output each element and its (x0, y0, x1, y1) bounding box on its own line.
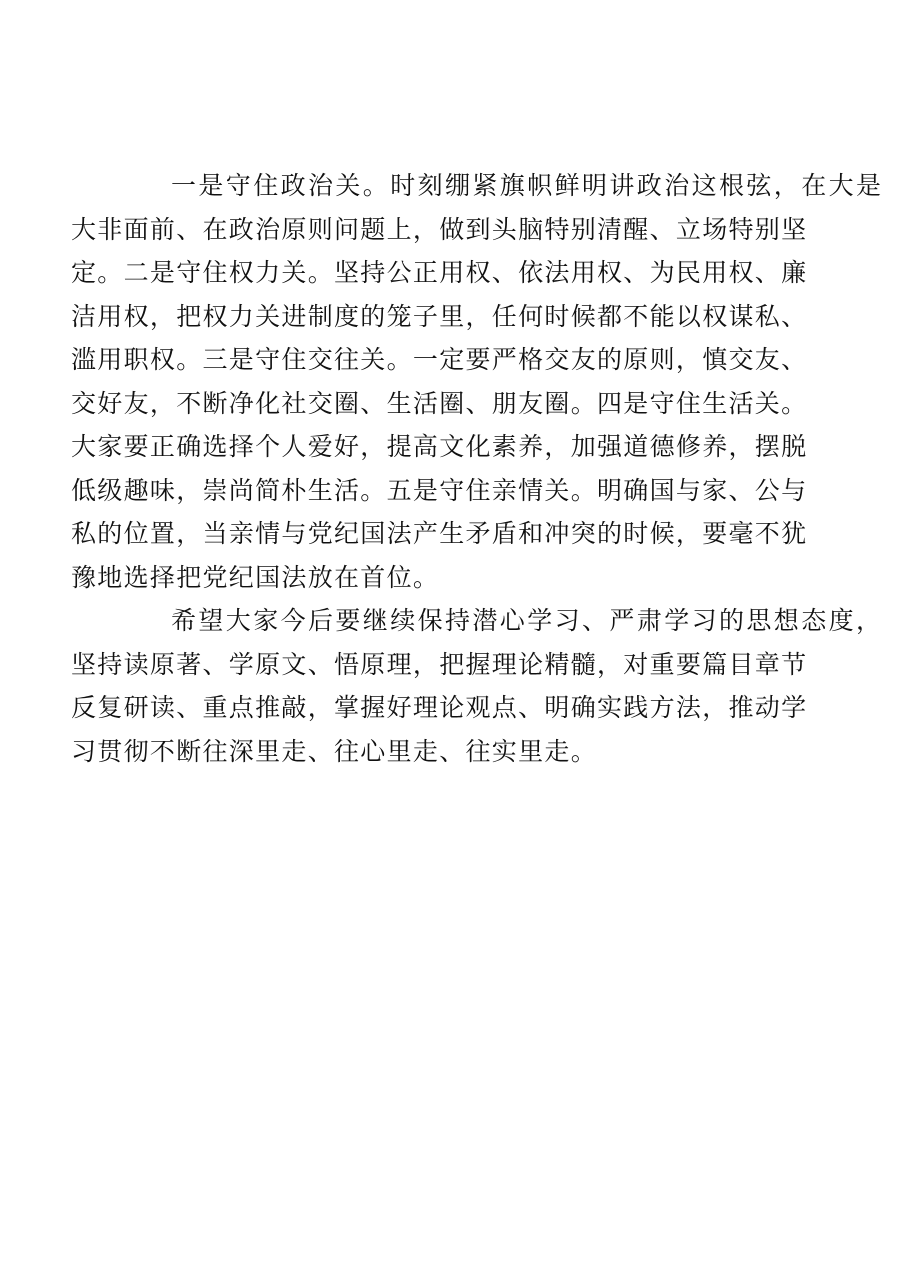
text-line: 希望大家今后要继续保持潜心学习、严肃学习的思想态度， (171, 606, 884, 635)
text-line: 洁用权，把权力关进制度的笼子里，任何时候都不能以权谋私、 (71, 301, 808, 331)
text-line: 一是守住政治关。时刻绷紧旗帜鲜明讲政治这根弦，在大是 (171, 171, 884, 200)
document-body (71, 164, 884, 773)
paragraph-five-checkpoints (71, 164, 884, 599)
text-line: 习贯彻不断往深里走、往心里走、往实里走。 (71, 736, 598, 766)
paragraph-study-hopes (71, 599, 884, 773)
text-line: 私的位置，当亲情与党纪国法产生矛盾和冲突的时候，要毫不犹 (71, 519, 808, 548)
text-line: 定。二是守住权力关。坚持公正用权、依法用权、为民用权、廉 (71, 258, 808, 287)
text-line: 低级趣味，崇尚简朴生活。五是守住亲情关。明确国与家、公与 (71, 475, 808, 505)
text-line: 大非面前、在政治原则问题上，做到头脑特别清醒、立场特别坚 (71, 214, 808, 244)
text-line: 坚持读原著、学原文、悟原理，把握理论精髓，对重要篇目章节 (71, 649, 808, 679)
text-line: 大家要正确选择个人爱好，提高文化素养，加强道德修养，摆脱 (71, 432, 808, 461)
text-line: 豫地选择把党纪国法放在首位。 (71, 562, 440, 592)
text-line: 反复研读、重点推敲，掌握好理论观点、明确实践方法，推动学 (71, 693, 808, 722)
text-line: 交好友，不断净化社交圈、生活圈、朋友圈。四是守住生活关。 (71, 388, 808, 418)
text-line: 滥用职权。三是守住交往关。一定要严格交友的原则，慎交友、 (71, 345, 808, 374)
